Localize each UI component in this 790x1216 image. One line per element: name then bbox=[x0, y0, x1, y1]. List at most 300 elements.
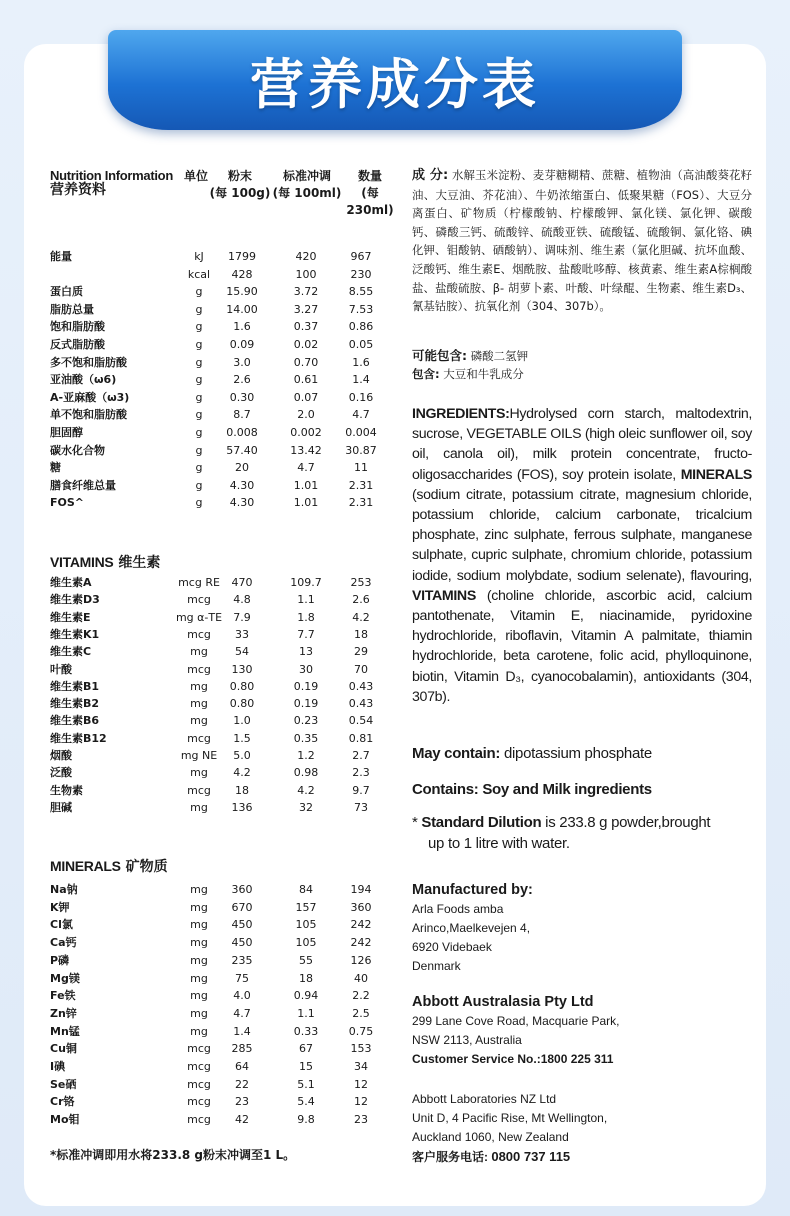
header-label-zh: 营养资料 bbox=[50, 182, 106, 198]
value-per-230ml: 126 bbox=[350, 953, 372, 967]
may-contain-en-text: dipotassium phosphate bbox=[500, 745, 652, 762]
table-row bbox=[50, 916, 400, 933]
may-contain-zh-text: 磷酸二氢钾 bbox=[470, 349, 529, 363]
value-per-230ml: 0.43 bbox=[348, 679, 374, 693]
value-per-100ml: 4.7 bbox=[297, 461, 315, 475]
value-per-100ml: 3.72 bbox=[293, 285, 319, 299]
nutrient-name: 维生素B12 bbox=[50, 731, 107, 745]
header-col1-title: 粉末 bbox=[227, 169, 252, 183]
value-per-230ml: 1.4 bbox=[352, 373, 370, 387]
table-row bbox=[50, 934, 400, 951]
nutrient-name: Cr铬 bbox=[50, 1095, 75, 1109]
nutrient-unit: g bbox=[195, 390, 203, 404]
table-row bbox=[50, 1040, 400, 1057]
dilution-label: Standard Dilution bbox=[421, 814, 542, 831]
nutrient-unit: mcg bbox=[187, 1042, 211, 1056]
header-label-en: Nutrition Information bbox=[50, 168, 173, 183]
value-per-100ml: 0.07 bbox=[293, 390, 319, 404]
value-per-230ml: 4.2 bbox=[352, 610, 370, 624]
value-per-230ml: 4.7 bbox=[352, 408, 370, 422]
table-row bbox=[50, 695, 400, 712]
value-per-100ml: 84 bbox=[299, 883, 313, 896]
nutrient-unit: mg bbox=[190, 918, 208, 932]
nutrient-name: 泛酸 bbox=[50, 766, 72, 780]
table-row bbox=[50, 424, 400, 441]
ingredients-zh bbox=[412, 166, 752, 316]
value-per-100ml: 1.8 bbox=[297, 610, 315, 624]
value-per-100ml: 13 bbox=[299, 645, 313, 659]
value-per-100ml: 13.42 bbox=[290, 443, 322, 457]
value-per-230ml: 8.55 bbox=[348, 285, 374, 299]
nutrient-unit: mg bbox=[190, 936, 208, 950]
value-per-100g: 470 bbox=[231, 576, 253, 589]
ingredients-en-vitamins-label: VITAMINS bbox=[412, 587, 476, 604]
nutrient-unit: kJ bbox=[194, 250, 204, 263]
nutrient-name: 亚油酸（ω6) bbox=[50, 373, 117, 387]
nutrient-unit: g bbox=[195, 478, 203, 492]
nutrient-name: Fe铁 bbox=[50, 989, 76, 1003]
vitamins-title bbox=[50, 552, 160, 572]
nutrient-name: 胆碱 bbox=[50, 800, 72, 814]
value-per-100g: 130 bbox=[231, 662, 253, 676]
abbott-nz-service bbox=[412, 1147, 752, 1167]
nutrient-name: 脂肪总量 bbox=[50, 302, 94, 316]
table-row bbox=[50, 1093, 400, 1110]
value-per-100ml: 0.23 bbox=[293, 714, 319, 728]
nutrient-unit: mg bbox=[190, 900, 208, 914]
abbott-au-line: 299 Lane Cove Road, Macquarie Park, bbox=[412, 1014, 620, 1028]
table-row bbox=[50, 899, 400, 916]
nutrient-unit: mg bbox=[190, 645, 208, 659]
value-per-230ml: 2.31 bbox=[348, 496, 374, 510]
header-col2 bbox=[272, 168, 342, 202]
nutrient-name: 维生素A bbox=[50, 576, 92, 589]
ingredients-en-label: INGREDIENTS: bbox=[412, 406, 510, 422]
table-row bbox=[50, 318, 400, 335]
value-per-230ml: 9.7 bbox=[352, 783, 370, 797]
value-per-100g: 22 bbox=[235, 1077, 249, 1091]
value-per-100ml: 0.98 bbox=[293, 766, 319, 780]
nutrient-name: 维生素C bbox=[50, 645, 92, 659]
value-per-230ml: 2.31 bbox=[348, 478, 374, 492]
nutrient-name: Zn锌 bbox=[50, 1006, 77, 1020]
table-row bbox=[50, 283, 400, 300]
abbott-nz-line: Abbott Laboratories NZ Ltd bbox=[412, 1092, 557, 1106]
value-per-100g: 4.30 bbox=[229, 478, 255, 492]
table-row bbox=[50, 1058, 400, 1075]
value-per-100g: 20 bbox=[235, 461, 249, 475]
nutrient-unit: mg bbox=[190, 697, 208, 711]
value-per-230ml: 0.81 bbox=[348, 731, 374, 745]
value-per-100g: 136 bbox=[231, 800, 253, 814]
table-row bbox=[50, 609, 400, 626]
ingredients-zh-text: 水解玉米淀粉、麦芽糖糊精、蔗糖、植物油（高油酸葵花籽油、大豆油、芥花油）、牛奶浓缩蛋白、低聚果糖（FOS）、大豆分离蛋白、矿物质（柠檬酸钠、柠檬酸钾、氯化镁、氯化钾、碳酸钙、磷酸三钙、硫酸锌、硫酸亚铁、硫酸锰、硫酸铜、氯化铬、碘化钾、钼酸钠、硒酸钠）、调味剂、维生素（氯化胆碱、抗坏血酸、泛酸钙、维生素E、烟酰胺、盐酸吡哆醇、核黄素、维生素A棕榈酸盐、盐酸硫胺、β- 胡萝卜素、叶酸、叶绿醌、生物素、维生素D₃、氰基钴胺）、抗氧化剂（304、307b）。 bbox=[412, 168, 752, 314]
table-row bbox=[50, 1111, 400, 1128]
value-per-100g: 285 bbox=[231, 1042, 253, 1056]
table-row bbox=[50, 626, 400, 643]
table-row bbox=[50, 987, 400, 1004]
table-row bbox=[50, 494, 400, 511]
nutrient-name: 叶酸 bbox=[50, 662, 72, 676]
nutrient-unit: g bbox=[195, 426, 203, 439]
table-row bbox=[50, 730, 400, 747]
value-per-100g: 1.6 bbox=[233, 320, 251, 334]
may-contain-en bbox=[412, 745, 752, 762]
nutrient-name: 反式脂肪酸 bbox=[50, 338, 105, 351]
value-per-100ml: 32 bbox=[299, 800, 313, 814]
value-per-100g: 670 bbox=[231, 900, 253, 914]
nutrient-unit: g bbox=[195, 408, 203, 422]
value-per-230ml: 23 bbox=[354, 1113, 368, 1127]
value-per-100ml: 55 bbox=[299, 953, 313, 967]
ingredients-zh-label: 成 分: bbox=[412, 168, 449, 183]
value-per-100ml: 0.61 bbox=[293, 373, 319, 387]
table-header-label bbox=[50, 168, 173, 198]
minerals-title bbox=[50, 856, 168, 876]
table-row bbox=[50, 459, 400, 476]
value-per-230ml: 0.54 bbox=[348, 714, 374, 728]
value-per-100ml: 5.1 bbox=[297, 1077, 315, 1091]
nutrient-name: Se硒 bbox=[50, 1077, 77, 1091]
value-per-230ml: 153 bbox=[350, 1042, 372, 1056]
nutrient-unit: kcal bbox=[187, 267, 211, 281]
value-per-100g: 4.8 bbox=[233, 593, 251, 607]
nutrient-unit: mcg bbox=[187, 783, 211, 797]
ingredients-en-minerals-label: MINERALS bbox=[680, 466, 752, 483]
nutrient-name: 能量 bbox=[50, 250, 72, 263]
nutrient-unit: mcg bbox=[187, 627, 211, 641]
nutrient-unit: mg bbox=[190, 766, 208, 780]
abbott-nz-line: Auckland 1060, New Zealand bbox=[412, 1130, 569, 1144]
table-row bbox=[50, 591, 400, 608]
nutrient-unit: mg bbox=[190, 800, 208, 814]
nutrient-name: Cl氯 bbox=[50, 918, 73, 932]
table-row bbox=[50, 1005, 400, 1022]
value-per-230ml: 34 bbox=[354, 1060, 368, 1073]
value-per-100g: 5.0 bbox=[233, 749, 251, 762]
value-per-100ml: 1.1 bbox=[297, 1006, 315, 1020]
header-col2-sub: (每 100ml) bbox=[272, 186, 342, 200]
value-per-100ml: 0.35 bbox=[293, 731, 319, 745]
value-per-100ml: 105 bbox=[295, 936, 317, 950]
value-per-230ml: 253 bbox=[350, 576, 372, 589]
manufacturer-line: Arinco,Maelkevejen 4, bbox=[412, 921, 531, 935]
value-per-230ml: 0.05 bbox=[348, 338, 374, 351]
nutrient-unit: g bbox=[195, 355, 203, 369]
nutrient-unit: mg bbox=[190, 883, 208, 896]
value-per-100ml: 1.1 bbox=[297, 593, 315, 607]
value-per-100g: 4.0 bbox=[233, 989, 251, 1003]
dilution-text-1: is 233.8 g powder,brought bbox=[541, 814, 711, 831]
nutrient-unit: g bbox=[195, 285, 203, 299]
nutrient-unit: mcg bbox=[187, 1113, 211, 1127]
value-per-100g: 0.008 bbox=[226, 426, 258, 439]
may-contain-zh bbox=[412, 346, 752, 364]
value-per-230ml: 242 bbox=[350, 918, 372, 932]
ingredients-en bbox=[412, 404, 752, 707]
abbott-au-block bbox=[412, 992, 752, 1069]
nutrient-unit: mg bbox=[190, 679, 208, 693]
value-per-230ml: 18 bbox=[354, 627, 368, 641]
value-per-100g: 360 bbox=[231, 883, 253, 896]
nutrient-name: Na钠 bbox=[50, 883, 78, 896]
abbott-au-service: Customer Service No.:1800 225 311 bbox=[412, 1052, 614, 1066]
header-col3 bbox=[338, 168, 402, 219]
manufacturer-line: 6920 Videbaek bbox=[412, 940, 492, 954]
value-per-230ml: 242 bbox=[350, 936, 372, 950]
value-per-230ml: 2.2 bbox=[352, 989, 370, 1003]
title-banner bbox=[108, 30, 682, 130]
nutrient-unit: mcg bbox=[187, 1077, 211, 1091]
table-row bbox=[50, 782, 400, 799]
value-per-230ml: 29 bbox=[354, 645, 368, 659]
value-per-230ml: 0.75 bbox=[348, 1024, 374, 1038]
value-per-100ml: 30 bbox=[299, 662, 313, 676]
value-per-100ml: 0.19 bbox=[293, 679, 319, 693]
nutrient-name: 胆固醇 bbox=[50, 426, 83, 439]
nutrient-name: I碘 bbox=[50, 1060, 66, 1073]
nutrient-unit: g bbox=[195, 338, 203, 351]
value-per-230ml: 1.6 bbox=[352, 355, 370, 369]
value-per-100ml: 9.8 bbox=[297, 1113, 315, 1127]
value-per-100g: 14.00 bbox=[226, 302, 258, 316]
value-per-100g: 450 bbox=[231, 918, 253, 932]
value-per-100ml: 18 bbox=[299, 971, 313, 985]
value-per-100ml: 157 bbox=[295, 900, 317, 914]
nutrient-unit: mg bbox=[190, 714, 208, 728]
value-per-100g: 23 bbox=[235, 1095, 249, 1109]
value-per-100ml: 1.01 bbox=[293, 496, 319, 510]
minerals-title-en: MINERALS bbox=[50, 858, 121, 874]
table-row bbox=[50, 712, 400, 729]
nutrient-name: 碳水化合物 bbox=[50, 443, 105, 457]
contains-zh-text: 大豆和牛乳成分 bbox=[443, 367, 524, 381]
nutrient-name: 多不饱和脂肪酸 bbox=[50, 355, 127, 369]
standard-dilution-note bbox=[412, 812, 752, 854]
nutrient-unit: mcg RE bbox=[178, 576, 220, 589]
header-col1-sub: (每 100g) bbox=[209, 186, 271, 200]
manufacturer-line: Denmark bbox=[412, 959, 461, 973]
table-row bbox=[50, 661, 400, 678]
nutrient-unit: mg bbox=[190, 989, 208, 1003]
value-per-100g: 15.90 bbox=[226, 285, 258, 299]
nutrient-unit: mg NE bbox=[180, 749, 218, 762]
dilution-footnote-zh: *标准冲调即用水将233.8 g粉末冲调至1 L。 bbox=[50, 1148, 296, 1162]
value-per-230ml: 0.86 bbox=[348, 320, 374, 334]
ingredients-en-text-2: (sodium citrate, potassium citrate, magnesium chloride, potassium chloride, calcium carbonate, tricalcium phosphate, zinc sulphate, ferrous sulphate, manganese sulphate, cupric sulphate, chromium chloride, potassium iodide, sodium molybdate, sodium selenate), flavouring, bbox=[412, 486, 752, 584]
value-per-100ml: 0.33 bbox=[293, 1024, 319, 1038]
value-per-100g: 428 bbox=[231, 267, 253, 281]
minerals-title-zh: 矿物质 bbox=[125, 859, 168, 875]
nutrient-name: 单不饱和脂肪酸 bbox=[50, 408, 127, 422]
nutrient-name: 维生素B1 bbox=[50, 679, 100, 693]
value-per-100g: 7.9 bbox=[233, 610, 251, 624]
value-per-100ml: 420 bbox=[295, 250, 317, 263]
nutrient-name: 生物素 bbox=[50, 783, 83, 797]
ingredients-en-text-1: Hydrolysed corn starch, maltodextrin, sucrose, VEGETABLE OILS (high oleic sunflower oil, soy oil, canola oil), milk protein concentrate, fructo-oligosaccharides (FOS), soy protein isolate, bbox=[412, 406, 752, 483]
table-row bbox=[50, 764, 400, 781]
nutrient-name: A-亚麻酸（ω3) bbox=[50, 390, 130, 404]
header-col3-title: 数量 bbox=[357, 169, 382, 183]
value-per-100ml: 109.7 bbox=[290, 576, 322, 589]
value-per-100ml: 105 bbox=[295, 918, 317, 932]
value-per-230ml: 2.3 bbox=[352, 766, 370, 780]
value-per-230ml: 230 bbox=[350, 267, 372, 281]
nutrient-name: 糖 bbox=[50, 461, 61, 475]
nutrient-unit: mcg bbox=[187, 1060, 211, 1073]
nutrient-unit: g bbox=[195, 373, 203, 387]
value-per-100g: 42 bbox=[235, 1113, 249, 1127]
value-per-100g: 0.30 bbox=[229, 390, 255, 404]
abbott-nz-service-number: 0800 737 115 bbox=[491, 1149, 571, 1164]
value-per-230ml: 2.6 bbox=[352, 593, 370, 607]
value-per-100g: 75 bbox=[235, 971, 249, 985]
nutrient-unit: g bbox=[195, 496, 203, 510]
table-row bbox=[50, 799, 400, 816]
value-per-100g: 4.2 bbox=[233, 766, 251, 780]
value-per-230ml: 73 bbox=[354, 800, 368, 814]
contains-en: Contains: Soy and Milk ingredients bbox=[412, 781, 652, 798]
nutrient-unit: mcg bbox=[187, 1095, 211, 1109]
table-row bbox=[50, 643, 400, 660]
value-per-100g: 3.0 bbox=[233, 355, 251, 369]
nutrient-unit: g bbox=[195, 302, 203, 316]
header-col3-sub: (每 230ml) bbox=[346, 186, 394, 217]
value-per-100ml: 1.01 bbox=[293, 478, 319, 492]
table-header bbox=[50, 168, 400, 217]
table-row bbox=[50, 406, 400, 423]
nutrient-name: Mg镁 bbox=[50, 971, 80, 985]
manufacturer-line: Arla Foods amba bbox=[412, 902, 504, 916]
value-per-100ml: 7.7 bbox=[297, 627, 315, 641]
nutrient-name: FOS^ bbox=[50, 496, 85, 510]
nutrient-name: Mn锰 bbox=[50, 1024, 80, 1038]
value-per-100ml: 0.37 bbox=[293, 320, 319, 334]
header-col2-title: 标准冲调 bbox=[282, 169, 331, 183]
value-per-230ml: 360 bbox=[350, 900, 372, 914]
contains-zh bbox=[412, 366, 752, 382]
value-per-230ml: 0.16 bbox=[348, 390, 374, 404]
table-row bbox=[50, 678, 400, 695]
value-per-100ml: 0.19 bbox=[293, 697, 319, 711]
contains-zh-label: 包含: bbox=[412, 367, 440, 381]
header-col1 bbox=[206, 168, 274, 202]
manufacturer-block bbox=[412, 880, 752, 976]
value-per-230ml: 7.53 bbox=[348, 302, 374, 316]
table-row bbox=[50, 442, 400, 459]
value-per-230ml: 0.43 bbox=[348, 697, 374, 711]
header-unit: 单位 bbox=[183, 169, 208, 183]
may-contain-zh-label: 可能包含: bbox=[412, 348, 467, 363]
table-row bbox=[50, 336, 400, 353]
abbott-au-heading: Abbott Australasia Pty Ltd bbox=[412, 994, 594, 1010]
table-row bbox=[50, 354, 400, 371]
value-per-230ml: 40 bbox=[354, 971, 368, 985]
value-per-100ml: 2.0 bbox=[297, 408, 315, 422]
table-row bbox=[50, 952, 400, 969]
vitamins-title-en: VITAMINS bbox=[50, 554, 114, 570]
value-per-100g: 1.4 bbox=[233, 1024, 251, 1038]
value-per-100g: 33 bbox=[235, 627, 249, 641]
abbott-nz-block bbox=[412, 1090, 752, 1167]
value-per-100ml: 15 bbox=[299, 1060, 313, 1073]
dilution-text-2: up to 1 litre with water. bbox=[428, 835, 570, 852]
value-per-100ml: 0.02 bbox=[293, 338, 319, 351]
value-per-100ml: 0.94 bbox=[293, 989, 319, 1003]
value-per-230ml: 194 bbox=[350, 883, 372, 896]
value-per-100g: 1.0 bbox=[233, 714, 251, 728]
nutrient-unit: mcg bbox=[187, 731, 211, 745]
table-row bbox=[50, 881, 400, 898]
value-per-100ml: 0.70 bbox=[293, 355, 319, 369]
table-row bbox=[50, 301, 400, 318]
abbott-au-line: NSW 2113, Australia bbox=[412, 1033, 522, 1047]
nutrient-name: 蛋白质 bbox=[50, 285, 83, 299]
nutrient-name: 维生素D3 bbox=[50, 593, 100, 607]
value-per-100ml: 67 bbox=[299, 1042, 313, 1056]
value-per-230ml: 11 bbox=[354, 461, 368, 475]
nutrient-name: 维生素B6 bbox=[50, 714, 100, 728]
table-row bbox=[50, 970, 400, 987]
dilution-asterisk: * bbox=[412, 814, 422, 831]
nutrient-name: 饱和脂肪酸 bbox=[50, 320, 105, 334]
page-title: 营养成分表 bbox=[250, 52, 540, 116]
nutrient-name: P磷 bbox=[50, 953, 70, 967]
value-per-100g: 0.80 bbox=[229, 697, 255, 711]
table-row bbox=[50, 389, 400, 406]
nutrient-name: 维生素B2 bbox=[50, 697, 100, 711]
table-row bbox=[50, 1023, 400, 1040]
nutrient-name: 膳食纤维总量 bbox=[50, 478, 116, 492]
value-per-230ml: 2.5 bbox=[352, 1006, 370, 1020]
nutrient-name: 烟酸 bbox=[50, 749, 72, 762]
value-per-100g: 0.80 bbox=[229, 679, 255, 693]
value-per-230ml: 12 bbox=[354, 1077, 368, 1091]
nutrient-unit: g bbox=[195, 320, 203, 334]
nutrient-unit: g bbox=[195, 461, 203, 475]
value-per-230ml: 12 bbox=[354, 1095, 368, 1109]
abbott-nz-line: Unit D, 4 Pacific Rise, Mt Wellington, bbox=[412, 1111, 608, 1125]
manufacturer-heading: Manufactured by: bbox=[412, 882, 533, 898]
value-per-100g: 64 bbox=[235, 1060, 249, 1073]
value-per-230ml: 2.7 bbox=[352, 749, 370, 762]
table-row bbox=[50, 1076, 400, 1093]
nutrient-name: 维生素K1 bbox=[50, 627, 100, 641]
value-per-230ml: 30.87 bbox=[345, 443, 377, 457]
value-per-100g: 54 bbox=[235, 645, 249, 659]
value-per-100ml: 3.27 bbox=[293, 302, 319, 316]
value-per-100g: 450 bbox=[231, 936, 253, 950]
value-per-100g: 2.6 bbox=[233, 373, 251, 387]
value-per-100g: 1.5 bbox=[233, 731, 251, 745]
value-per-100ml: 0.002 bbox=[290, 426, 322, 439]
table-row bbox=[50, 266, 400, 283]
may-contain-en-label: May contain: bbox=[412, 745, 501, 762]
ingredients-en-text-3: (choline chloride, ascorbic acid, calcium pantothenate, Vitamin E, niacinamide, pyridoxine hydrochloride, riboflavin, Vitamin A palmitate, thiamin hydrochloride, beta carotene, folic acid, phylloquinone, biotin, Vitamin D₃, cyanocobalamin), antioxidants (304, 307b). bbox=[412, 587, 752, 705]
value-per-100g: 1799 bbox=[228, 250, 256, 263]
abbott-nz-service-label: 客户服务电话: bbox=[412, 1150, 492, 1164]
value-per-230ml: 70 bbox=[354, 662, 368, 676]
value-per-100g: 8.7 bbox=[233, 408, 251, 422]
vitamins-title-zh: 维生素 bbox=[118, 555, 161, 571]
nutrient-name: K钾 bbox=[50, 900, 70, 914]
table-row bbox=[50, 248, 400, 265]
table-row bbox=[50, 747, 400, 764]
value-per-100ml: 4.2 bbox=[297, 783, 315, 797]
value-per-100g: 4.7 bbox=[233, 1006, 251, 1020]
table-row bbox=[50, 477, 400, 494]
value-per-100g: 4.30 bbox=[229, 496, 255, 510]
